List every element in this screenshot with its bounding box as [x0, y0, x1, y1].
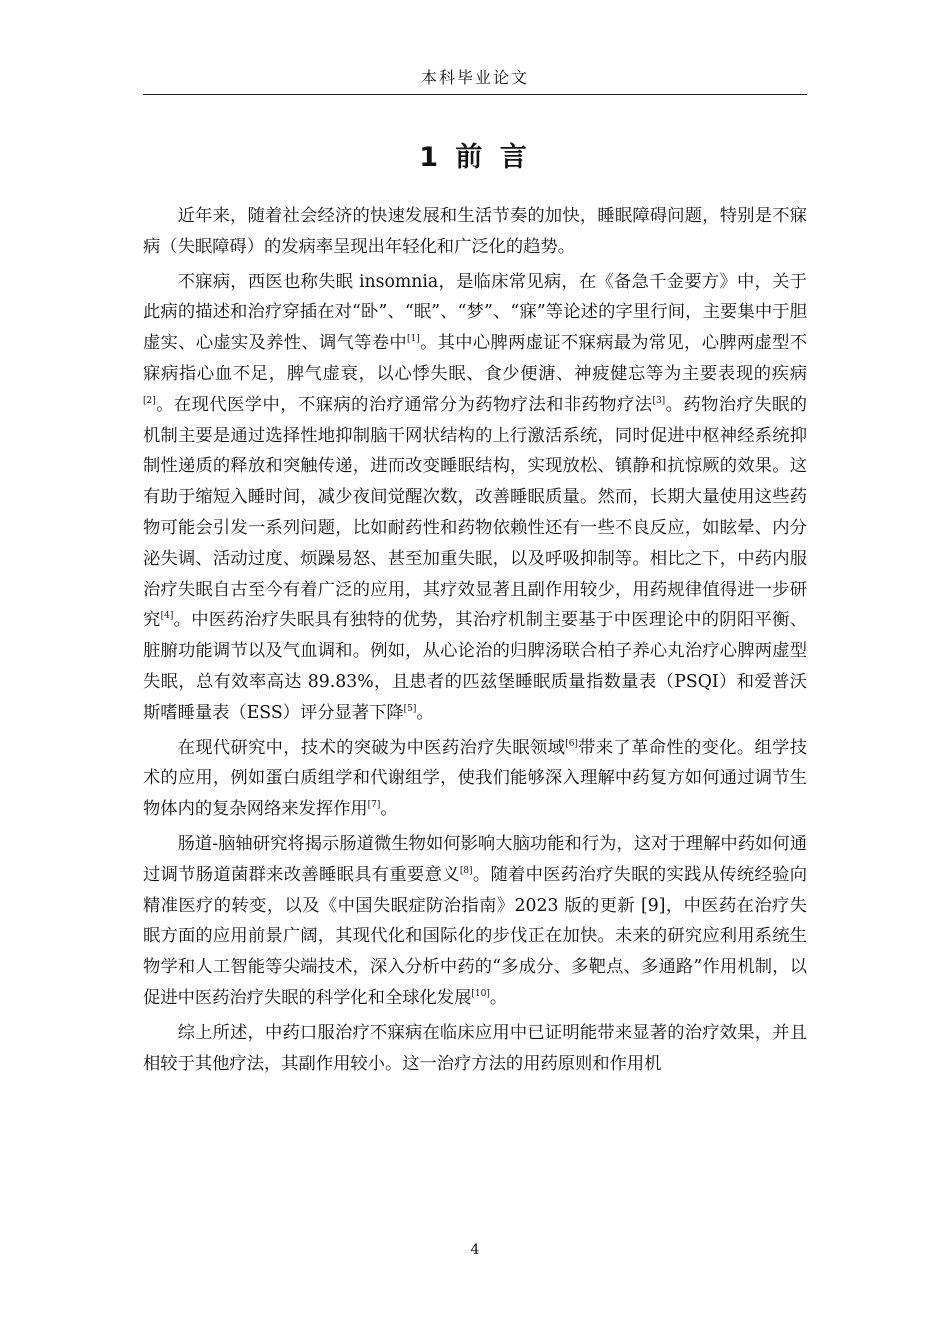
paragraph-intro [143, 201, 807, 263]
paragraph-summary [143, 1018, 807, 1080]
page-number: 4 [470, 1242, 480, 1258]
paragraph-text: 。随着中医药治疗失眠的实践从传统经验向精准医疗的转变，以及《中国失眠症防治指南》2023 版的更新 [9]，中医药在治疗失眠方面的应用前景广阔，其现代化和国际化的步伐正在加快。未来的研究应利用系统生物学和人工智能等尖端技术，深入分析中药的“多成分、多靶点、多通路”作用机制，以促进中医药治疗失眠的科学化和全球化发展 [143, 864, 807, 1008]
citation-10: [10] [471, 988, 490, 999]
paragraph-text: 。 [416, 702, 434, 723]
paragraph-text: 。在现代医学中，不寐病的治疗通常分为药物疗法和非药物疗法 [155, 394, 653, 415]
paragraph-gut-brain [143, 829, 807, 1014]
citation-1: [1] [407, 334, 420, 345]
citation-8: [8] [459, 865, 473, 876]
citation-6: [6] [565, 738, 578, 749]
paragraph-insomnia [143, 267, 807, 729]
paragraph-text: 肠道-脑轴研究将揭示肠道微生物如何影响大脑功能和行为，这对于理解中药如何通过调节肠道菌群来改善睡眠具有重要意义 [143, 833, 807, 885]
body-text [143, 201, 807, 1079]
paragraph-text: 。 [489, 987, 508, 1008]
section-title: 1 前 言 [419, 142, 531, 173]
running-header: 本科毕业论文 [143, 66, 807, 95]
paragraph-text: 。药物治疗失眠的机制主要是通过选择性地抑制脑干网状结构的上行激活系统，同时促进中枢神经系统抑制性递质的释放和突触传递，进而改变睡眠结构，实现放松、镇静和抗惊厥的效果。这有助于缩短入睡时间，减少夜间觉醒次数，改善睡眠质量。然而，长期大量使用这些药物可能会引发一系列问题，比如耐药性和药物依赖性还有一些不良反应，如眩晕、内分泌失调、活动过度、烦躁易怒、甚至加重失眠，以及呼吸抑制等。相比之下，中药内服治疗失眠自古至今有着广泛的应用，其疗效显著且副作用较少，用药规律值得进一步研究 [143, 394, 807, 631]
paragraph-text: 在现代研究中，技术的突破为中医药治疗失眠领域 [177, 737, 566, 758]
paragraph-text: 带来了革命性的变化。组学技术的应用，例如蛋白质组学和代谢组学，使我们能够深入理解中药复方如何通过调节生物体内的复杂网络来发挥作用 [143, 737, 807, 820]
paragraph-text: 。中医药治疗失眠具有独特的优势，其治疗机制主要基于中医理论中的阴阳平衡、脏腑功能调节以及气血调和。例如，从心论治的归脾汤联合柏子养心丸治疗心脾两虚型失眠，总有效率高达 89.83%，且患者的匹兹堡睡眠质量指数量表（PSQI）和爱普沃斯嗜睡量表（ESS）评分显著下降 [143, 610, 807, 723]
citation-5: [5] [403, 703, 417, 714]
paragraph-text: 。其中心脾两虚证不寐病最为常见，心脾两虚型不寐病指心血不足，脾气虚衰，以心悸失眠、食少便溏、神疲健忘等为主要表现的疾病 [143, 333, 807, 384]
paragraph-text: 不寐病，西医也称失眠 insomnia，是临床常见病，在《备急千金要方》中，关于此病的描述和治疗穿插在对“卧”、“眠”、“梦”、“寐”等论述的字里行间，主要集中于胆虚实、心虚实及养性、调气等卷中 [143, 271, 807, 354]
citation-2: [2] [143, 395, 156, 406]
citation-4: [4] [160, 611, 174, 622]
citation-3: [3] [652, 395, 666, 406]
paragraph-text: 近年来，随着社会经济的快速发展和生活节奏的加快，睡眠障碍问题，特别是不寐病（失眠障碍）的发病率呈现出年轻化和广泛化的趋势。 [143, 206, 807, 257]
paragraph-text: 综上所述，中药口服治疗不寐病在临床应用中已证明能带来显著的治疗效果，并且相较于其他疗法，其副作用较小。这一治疗方法的用药原则和作用机 [143, 1022, 807, 1074]
paragraph-text: 。 [380, 799, 398, 820]
citation-7: [7] [367, 800, 381, 811]
paragraph-modern-research [143, 733, 807, 825]
